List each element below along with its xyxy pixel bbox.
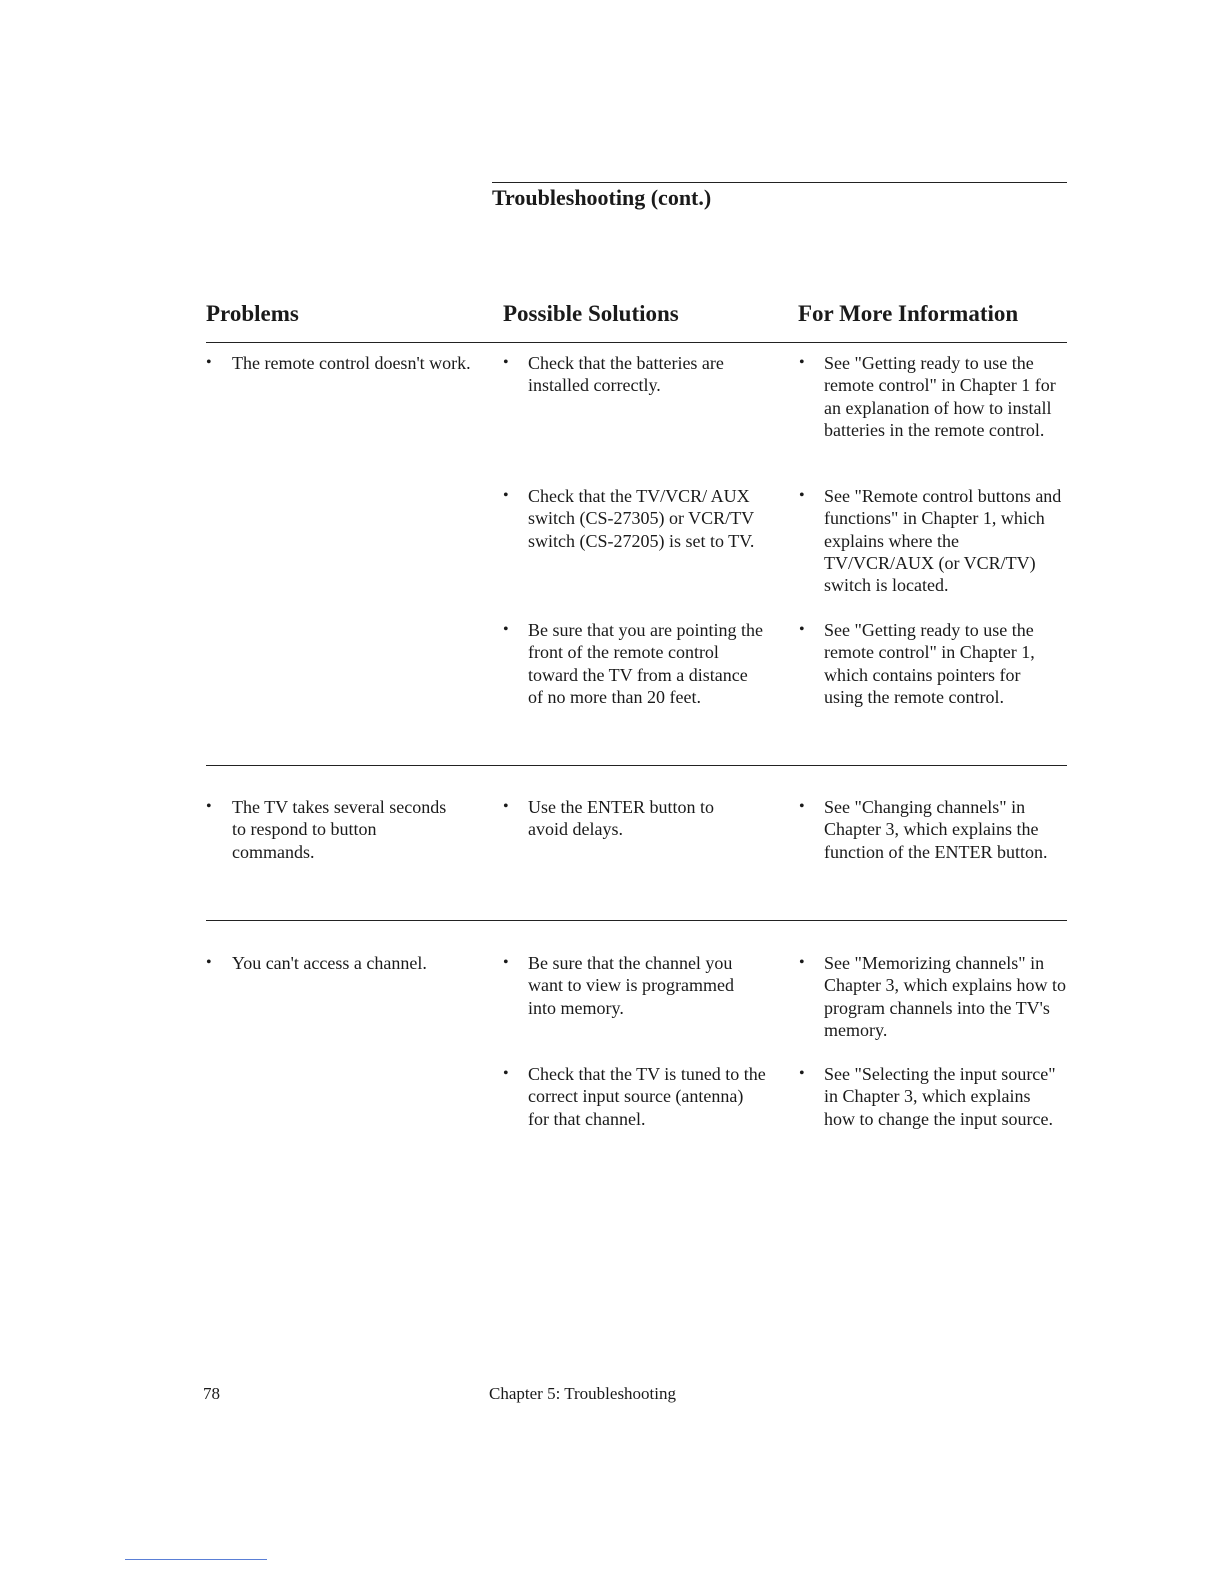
footer-chapter: Chapter 5: Troubleshooting [489, 1384, 677, 1403]
info-text: See "Changing channels" in Chapter 3, which explains the function of the ENTER button. [824, 797, 1048, 862]
problem-text: You can't access a channel. [232, 953, 427, 973]
bullet: • [799, 354, 805, 371]
row-divider [206, 765, 1067, 766]
bullet: • [799, 798, 805, 815]
bullet: • [503, 1065, 509, 1082]
bullet: • [503, 487, 509, 504]
bullet: • [503, 798, 509, 815]
solution-text: Be sure that the channel you want to view is programmed into memory. [528, 953, 734, 1018]
solution-text: Check that the batteries are installed correctly. [528, 353, 724, 396]
info-text: See "Getting ready to use the remote control" in Chapter 1 for an explanation of how to install batteries in the remote control. [824, 353, 1056, 440]
bullet: • [799, 954, 805, 971]
page-title: Troubleshooting (cont.) [492, 185, 712, 210]
column-header-problems: Problems [206, 301, 299, 326]
info-text: See "Getting ready to use the remote control" in Chapter 1, which contains pointers for using the remote control. [824, 620, 1035, 707]
info-text: See "Remote control buttons and functions" in Chapter 1, which explains where the TV/VCR/AUX (or VCR/TV) switch is located. [824, 486, 1062, 596]
bullet: • [799, 487, 805, 504]
bullet: • [206, 798, 212, 815]
bullet: • [503, 354, 509, 371]
bottom-divider [125, 1559, 267, 1560]
info-text: See "Selecting the input source" in Chapter 3, which explains how to change the input source. [824, 1064, 1056, 1129]
info-text: See "Memorizing channels" in Chapter 3, which explains how to program channels into the TV's memory. [824, 953, 1066, 1040]
row-divider [206, 920, 1067, 921]
solution-text: Be sure that you are pointing the front of the remote control toward the TV from a distance of no more than 20 feet. [528, 620, 763, 707]
solution-text: Check that the TV/VCR/ AUX switch (CS-27305) or VCR/TV switch (CS-27205) is set to TV. [528, 486, 755, 551]
bullet: • [799, 621, 805, 638]
bullet: • [503, 954, 509, 971]
header-divider [206, 342, 1067, 343]
bullet: • [206, 354, 212, 371]
title-rule [492, 182, 1067, 183]
bullet: • [799, 1065, 805, 1082]
page-number: 78 [203, 1384, 220, 1403]
solution-text: Use the ENTER button to avoid delays. [528, 797, 714, 840]
column-header-info: For More Information [798, 301, 1019, 326]
bullet: • [503, 621, 509, 638]
bullet: • [206, 954, 212, 971]
solution-text: Check that the TV is tuned to the correct input source (antenna) for that channel. [528, 1064, 766, 1129]
problem-text: The TV takes several seconds to respond to button commands. [232, 797, 447, 862]
problem-text: The remote control doesn't work. [232, 353, 471, 373]
column-header-solutions: Possible Solutions [503, 301, 679, 326]
